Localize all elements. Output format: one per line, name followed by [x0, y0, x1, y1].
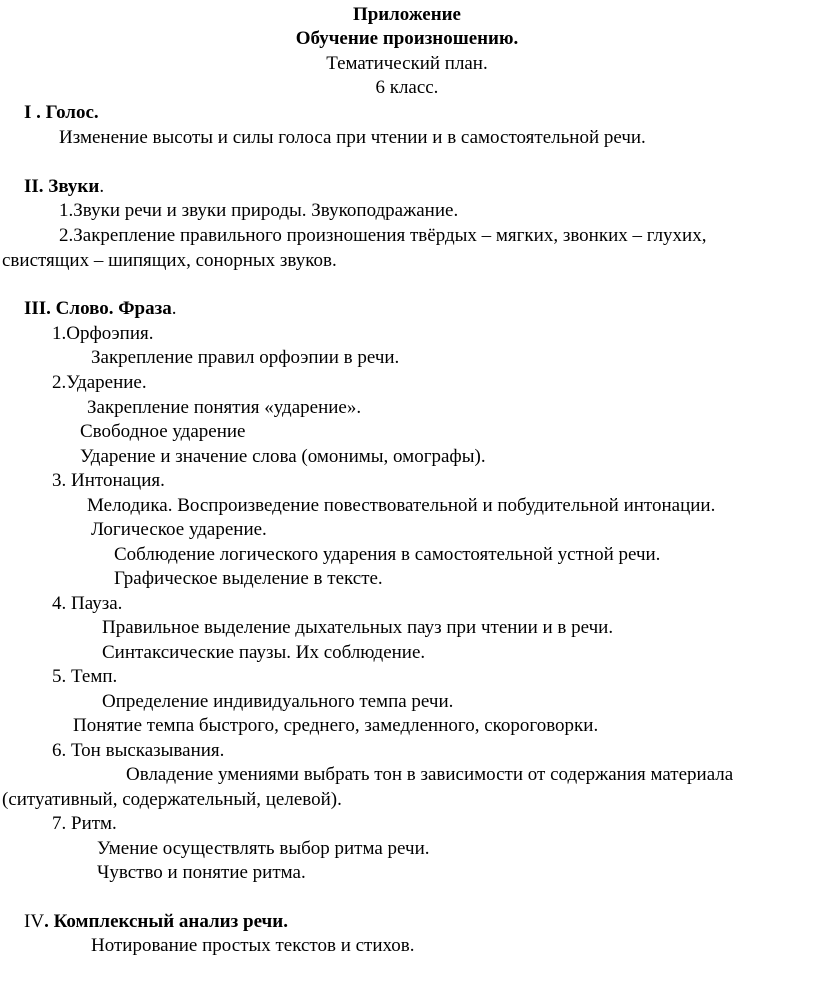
document-title: Обучение произношению.: [295, 28, 519, 49]
section-3-heading-dot: .: [171, 298, 177, 319]
appendix-label: Приложение: [352, 4, 461, 25]
section-4-heading: [24, 910, 288, 934]
section-3-heading-text: III. Слово. Фраза: [24, 298, 172, 319]
item-stress-line-1: Закрепление понятия «ударение».: [87, 397, 362, 418]
item-rhythm: 7. Ритм.: [52, 813, 117, 834]
item-rhythm-line-2: Чувство и понятие ритма.: [97, 862, 306, 883]
section-1-line-1: Изменение высоты и силы голоса при чтении и в самостоятельной речи.: [59, 127, 646, 148]
item-pause-line-2: Синтаксические паузы. Их соблюдение.: [102, 642, 426, 663]
document-subtitle: Тематический план.: [326, 53, 488, 74]
section-2-line-2: 2.Закрепление правильного произношения твёрдых – мягких, звонких – глухих,: [59, 225, 707, 246]
item-intonation-line-3: Соблюдение логического ударения в самостоятельной устной речи.: [114, 544, 661, 565]
section-4-number: IV: [24, 911, 45, 932]
grade-label: 6 класс.: [375, 77, 439, 98]
item-rhythm-line-1: Умение осуществлять выбор ритма речи.: [97, 838, 430, 859]
section-1-heading: I . Голос.: [24, 102, 99, 123]
section-2-line-3: свистящих – шипящих, сонорных звуков.: [2, 250, 337, 271]
item-orthoepy: 1.Орфоэпия.: [52, 323, 154, 344]
section-4-line-1: Нотирование простых текстов и стихов.: [91, 935, 415, 956]
item-tone-line-2: (ситуативный, содержательный, целевой).: [2, 789, 342, 810]
section-2-heading-text: II. Звуки: [24, 176, 100, 197]
item-tempo-line-1: Определение индивидуального темпа речи.: [102, 691, 454, 712]
item-intonation: 3. Интонация.: [52, 470, 165, 491]
item-tone: 6. Тон высказывания.: [52, 740, 225, 761]
section-3-heading: [24, 297, 177, 321]
item-intonation-line-2: Логическое ударение.: [91, 519, 267, 540]
section-4-title: . Комплексный анализ речи.: [44, 911, 288, 932]
item-intonation-line-4: Графическое выделение в тексте.: [114, 568, 383, 589]
item-tempo: 5. Темп.: [52, 666, 118, 687]
item-intonation-line-1: Мелодика. Воспроизведение повествовательной и побудительной интонации.: [87, 495, 716, 516]
section-2-line-1: 1.Звуки речи и звуки природы. Звукоподражание.: [59, 200, 459, 221]
item-pause: 4. Пауза.: [52, 593, 123, 614]
item-tone-line-1: Овладение умениями выбрать тон в зависимости от содержания материала: [126, 764, 734, 785]
section-2-heading: [24, 175, 104, 199]
item-stress-line-2: Свободное ударение: [80, 421, 246, 442]
item-pause-line-1: Правильное выделение дыхательных пауз при чтении и в речи.: [102, 617, 614, 638]
item-stress: 2.Ударение.: [52, 372, 147, 393]
item-stress-line-3: Ударение и значение слова (омонимы, омографы).: [80, 446, 486, 467]
item-tempo-line-2: Понятие темпа быстрого, среднего, замедленного, скороговорки.: [73, 715, 599, 736]
section-2-heading-dot: .: [99, 176, 105, 197]
item-orthoepy-line-1: Закрепление правил орфоэпии в речи.: [91, 347, 400, 368]
